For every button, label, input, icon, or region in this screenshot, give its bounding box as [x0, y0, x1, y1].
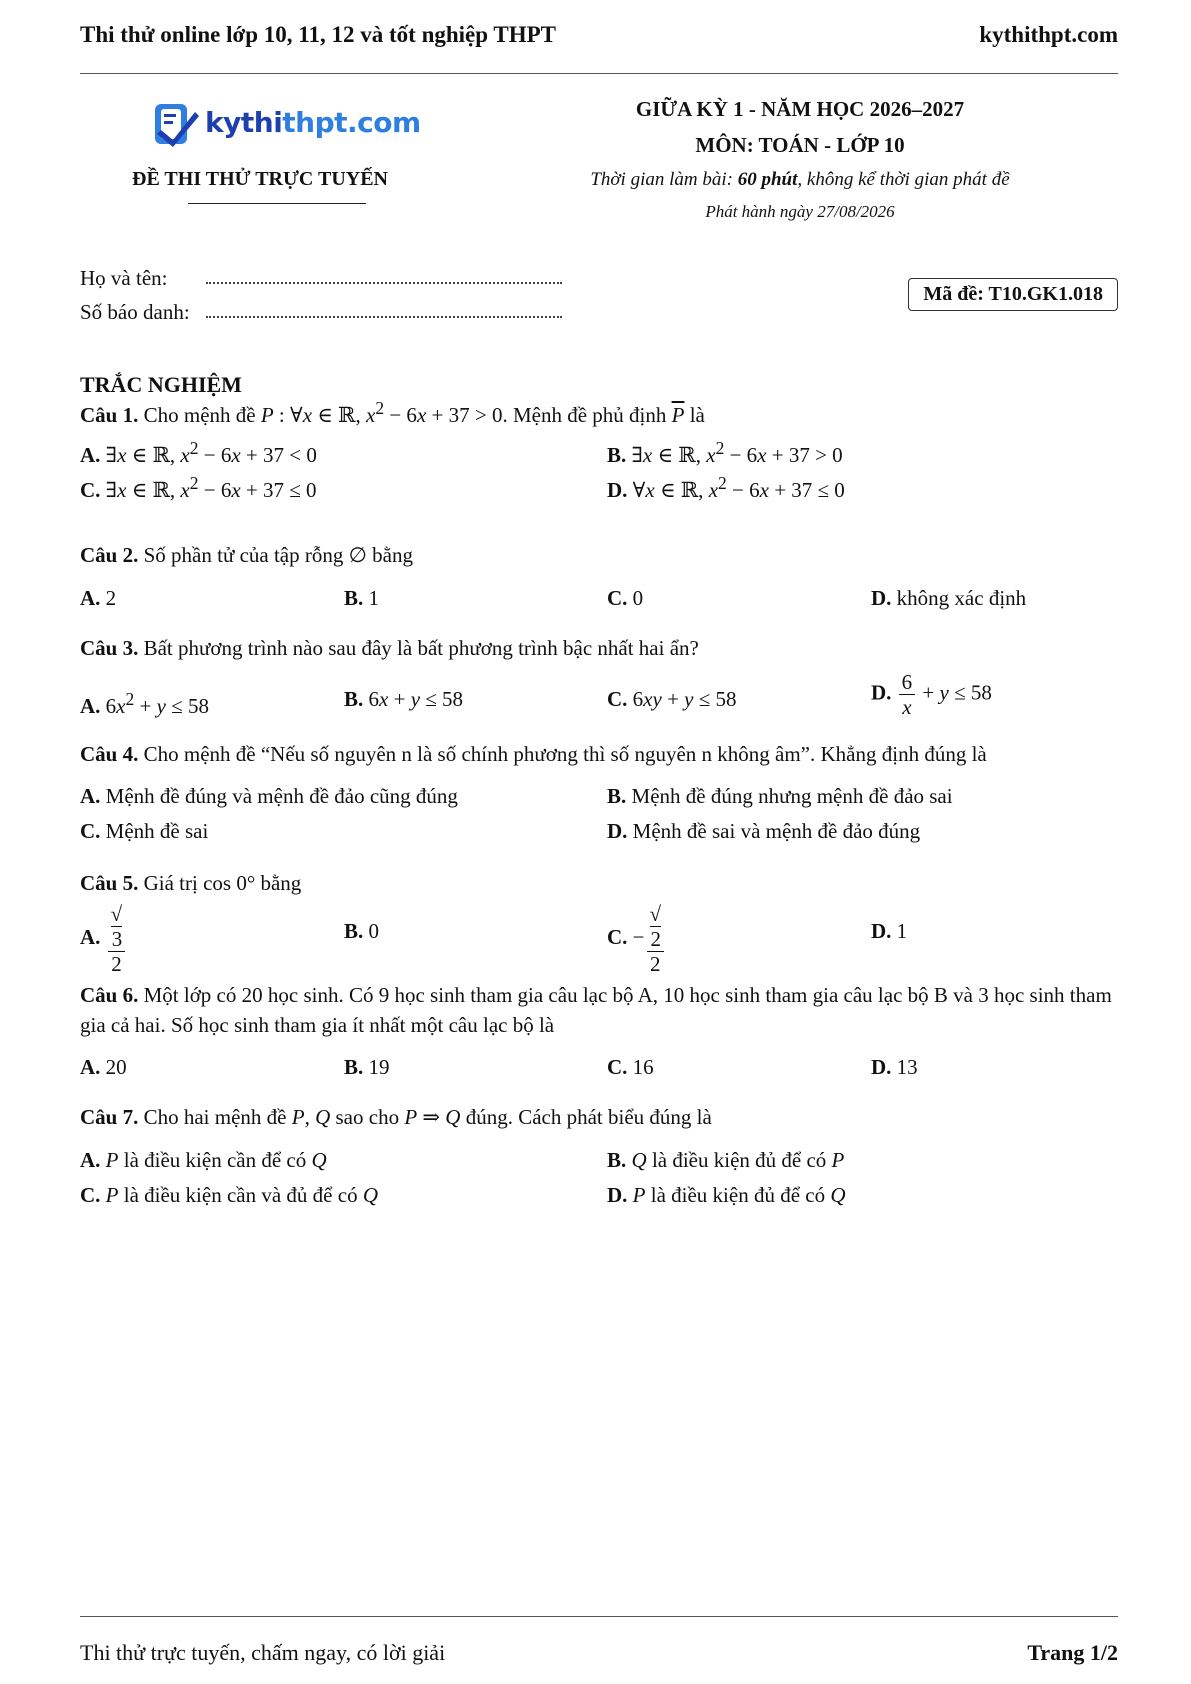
section-title: TRẮC NGHIỆM [80, 372, 242, 397]
pencil-document-icon [153, 100, 201, 150]
question-7-option-a[interactable]: A. P là điều kiện cần để có Q [80, 1148, 327, 1172]
question-5-option-a[interactable]: A. √ 3 2 [80, 902, 127, 976]
header-divider [80, 73, 1118, 74]
question-2-option-c[interactable]: C. 0 [607, 586, 644, 610]
name-label: Họ và tên: [80, 266, 168, 290]
question-6-option-c[interactable]: C. 16 [607, 1055, 654, 1079]
question-1-option-d[interactable]: D. ∀x ∈ ℝ, $x^2 - 6x + 37 \le 0$ [607, 473, 845, 502]
footer-slogan: Thi thử trực tuyến, chấm ngay, có lời giải [80, 1640, 446, 1665]
header-site: kythithpt.com [979, 22, 1118, 47]
student-id-label: Số báo danh: [80, 300, 190, 324]
footer-divider [80, 1616, 1118, 1617]
question-6-option-d[interactable]: D. 13 [871, 1055, 918, 1079]
question-5: Câu 5. Giá trị cos 0° bằng [80, 871, 302, 895]
question-3-option-a[interactable]: A. $6x^2 + y \le 58$ [80, 689, 209, 718]
question-3-option-b[interactable]: B. 6x + y ≤ 58 [344, 687, 464, 711]
page-header [80, 22, 1118, 52]
exam-release-date: Phát hành ngày 27/08/2026 [705, 202, 895, 221]
exam-info [560, 97, 1040, 222]
question-1-option-c[interactable]: C. ∃x ∈ ℝ, $x^2 - 6x + 37 \le 0$ [80, 473, 317, 502]
question-6: Câu 6. Một lớp có 20 học sinh. Có 9 học sinh tham gia câu lạc bộ A, 10 học sinh tham gia câu lạc bộ B và 3 học sinh tham gia cả hai. Số học sinh tham gia ít nhất một câu lạc bộ là [80, 983, 1112, 1037]
question-3-option-d[interactable]: D. $\frac{6}{x}$ + y ≤ 58 [871, 670, 992, 719]
student-id-field[interactable] [80, 300, 580, 334]
question-4-option-b[interactable]: B. Mệnh đề đúng nhưng mệnh đề đảo sai [607, 784, 953, 808]
question-7-option-c[interactable]: C. P là điều kiện cần và đủ để có Q [80, 1183, 378, 1207]
exam-code-box: Mã đề: T10.GK1.018 [908, 278, 1118, 311]
question-7: Câu 7. Cho hai mệnh đề P, Q sao cho P ⇒ Q đúng. Cách phát biểu đúng là [80, 1105, 712, 1129]
question-5-option-b[interactable]: B. 0 [344, 919, 380, 943]
page-number: Trang 1/2 [1027, 1640, 1118, 1665]
question-2-option-a[interactable]: A. 2 [80, 586, 117, 610]
question-2-option-d[interactable]: D. không xác định [871, 586, 1027, 610]
question-6-option-a[interactable]: A. 20 [80, 1055, 127, 1079]
student-fields [80, 266, 580, 334]
question-5-option-c[interactable]: C. − √ 2 2 [607, 902, 666, 976]
question-5-option-d[interactable]: D. 1 [871, 919, 908, 943]
title-underline [188, 203, 366, 204]
question-1: Câu 1. Cho mệnh đề P : ∀x ∈ ℝ, $x^2 - 6x + 37 > 0$. Mệnh đề phủ định $\overline{P}$ là [80, 398, 705, 427]
question-7-option-b[interactable]: B. Q là điều kiện đủ để có P [607, 1148, 845, 1172]
site-logo [153, 98, 423, 154]
question-4: Câu 4. Cho mệnh đề “Nếu số nguyên n là số chính phương thì số nguyên n không âm”. Khẳng định đúng là [80, 742, 987, 766]
online-exam-title: ĐỀ THI THỬ TRỰC TUYẾN [132, 168, 388, 190]
exam-term: GIỮA KỲ 1 - NĂM HỌC 2026–2027 [635, 97, 965, 121]
name-dotted-line [206, 282, 562, 284]
question-3: Câu 3. Bất phương trình nào sau đây là bất phương trình bậc nhất hai ẩn? [80, 636, 699, 660]
question-1-option-b[interactable]: B. ∃x ∈ ℝ, $x^2 - 6x + 37 > 0$ [607, 438, 843, 467]
question-4-option-d[interactable]: D. Mệnh đề sai và mệnh đề đảo đúng [607, 819, 921, 843]
question-1-option-a[interactable]: A. ∃x ∈ ℝ, $x^2 - 6x + 37 < 0$ [80, 438, 317, 467]
question-2-option-b[interactable]: B. 1 [344, 586, 380, 610]
question-3-option-c[interactable]: C. 6xy + y ≤ 58 [607, 687, 737, 711]
logo-wordmark: kythithpt.com [205, 106, 421, 139]
exam-subject: MÔN: TOÁN - LỚP 10 [695, 133, 905, 157]
question-6-option-b[interactable]: B. 19 [344, 1055, 390, 1079]
question-2: Câu 2. Số phần tử của tập rỗng ∅ bằng [80, 543, 413, 567]
student-id-dotted-line [206, 316, 562, 318]
question-4-option-c[interactable]: C. Mệnh đề sai [80, 819, 209, 843]
question-7-option-d[interactable]: D. P là điều kiện đủ để có Q [607, 1183, 846, 1207]
exam-duration: Thời gian làm bài: 60 phút, không kể thời gian phát đề [590, 169, 1010, 190]
name-field[interactable] [80, 266, 580, 300]
question-4-option-a[interactable]: A. Mệnh đề đúng và mệnh đề đảo cũng đúng [80, 784, 458, 808]
header-slogan: Thi thử online lớp 10, 11, 12 và tốt nghiệp THPT [80, 22, 556, 47]
